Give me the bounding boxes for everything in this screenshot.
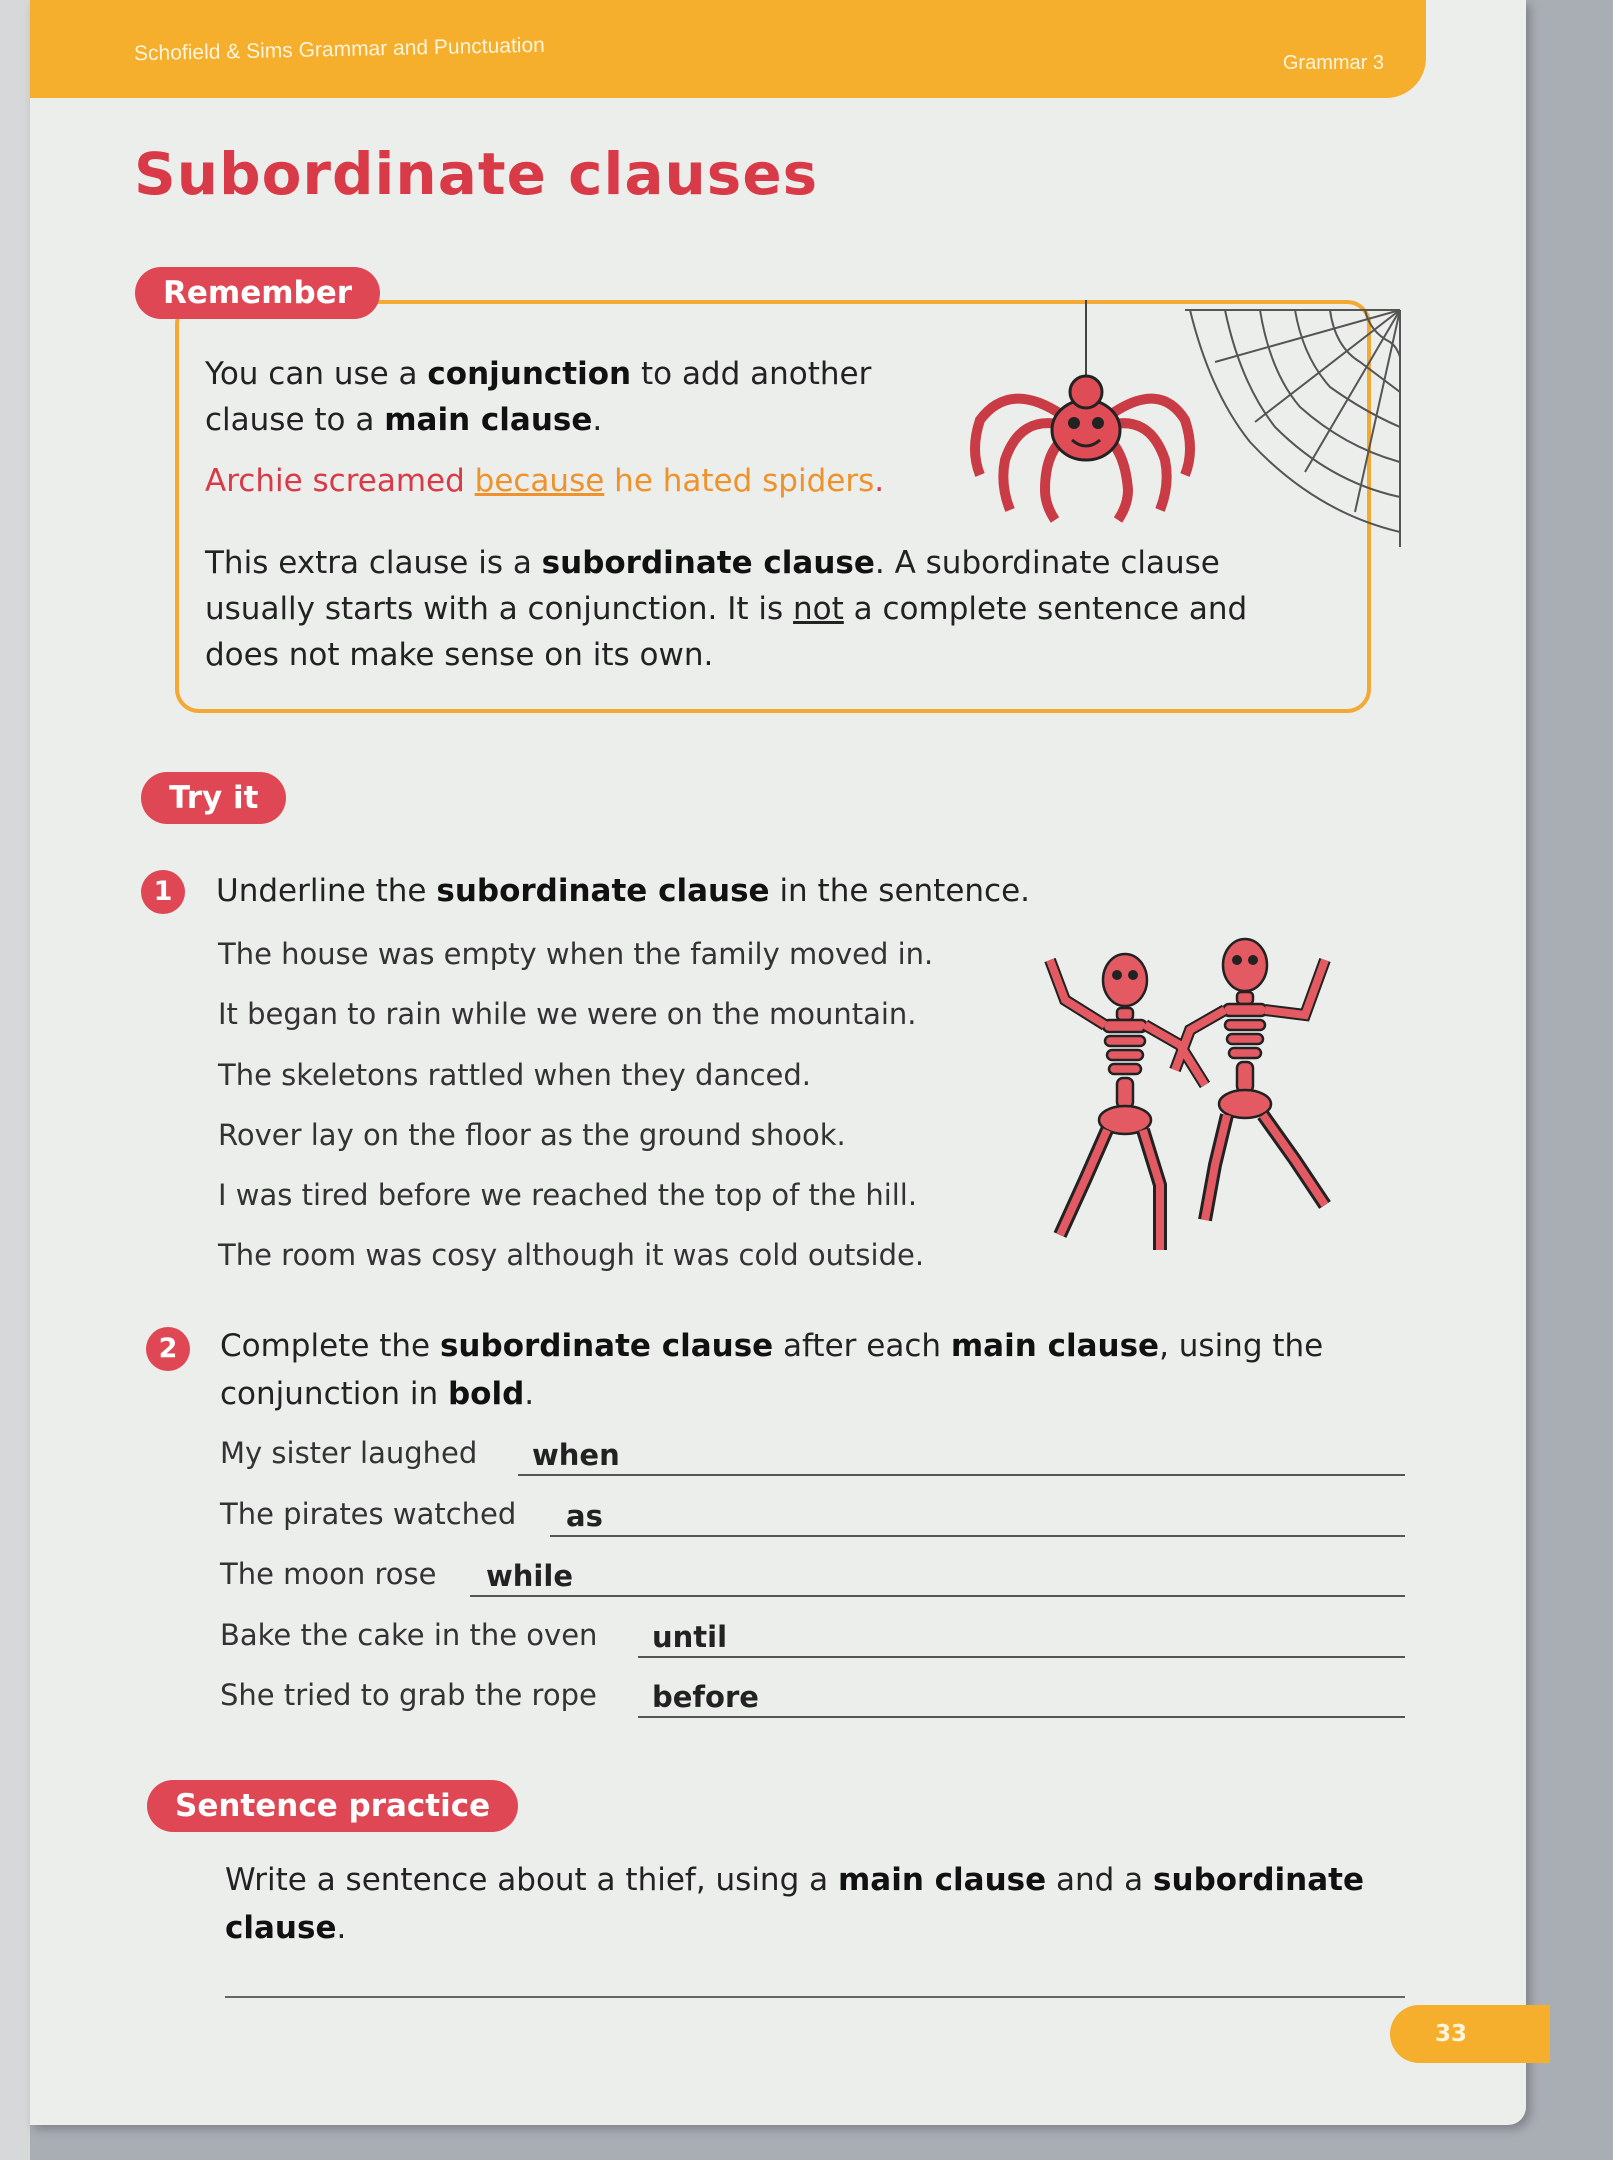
- conjunction: before: [652, 1680, 759, 1714]
- text: after each: [773, 1328, 951, 1364]
- main-clause: She tried to grab the rope: [220, 1678, 597, 1712]
- answer-line[interactable]: [470, 1593, 1405, 1597]
- text: in the sentence.: [769, 873, 1031, 909]
- example-conjunction: because: [474, 463, 605, 499]
- text: .: [592, 402, 603, 438]
- question-1-instruction: [216, 873, 1030, 909]
- keyword: subordinate clause: [439, 1328, 774, 1364]
- text: Write a sentence about a thief, using a: [225, 1862, 838, 1898]
- series-label: Grammar 3: [1282, 52, 1384, 74]
- text: clause to a: [205, 402, 385, 438]
- text: . A subordinate clause: [874, 545, 1220, 581]
- remember-line-3: [205, 545, 1220, 581]
- completion-row-5: [220, 1678, 1405, 1722]
- main-clause: The moon rose: [220, 1557, 437, 1591]
- conjunction: as: [566, 1499, 603, 1533]
- completion-row-4: [220, 1618, 1405, 1662]
- completion-row-1: [220, 1436, 1405, 1480]
- practice-answer-line[interactable]: [225, 1996, 1405, 1998]
- keyword: bold: [447, 1376, 525, 1412]
- text: and a: [1046, 1862, 1154, 1898]
- text: .: [874, 463, 885, 499]
- example-subordinate-clause: he hated spiders: [604, 463, 875, 499]
- completion-row-2: [220, 1497, 1405, 1541]
- keyword: subordinate: [1153, 1862, 1364, 1898]
- remember-badge: Remember: [135, 267, 380, 319]
- page-number: 33: [1390, 2005, 1550, 2063]
- answer-line[interactable]: [638, 1654, 1405, 1658]
- conjunction: until: [652, 1620, 728, 1654]
- main-clause: The pirates watched: [220, 1497, 517, 1531]
- text: Underline the: [216, 873, 437, 909]
- example-main-clause: Archie screamed: [205, 463, 475, 499]
- keyword: clause: [225, 1910, 337, 1946]
- try-it-badge: Try it: [141, 772, 286, 824]
- text: , using the: [1159, 1328, 1324, 1364]
- text: .: [524, 1376, 535, 1412]
- sentence-1[interactable]: The house was empty when the family moved in.: [218, 937, 934, 971]
- text: You can use a: [205, 356, 428, 392]
- text: conjunction in: [220, 1376, 448, 1412]
- sentence-4[interactable]: Rover lay on the floor as the ground shook.: [218, 1118, 846, 1152]
- completion-row-3: [220, 1557, 1405, 1601]
- keyword: main clause: [950, 1328, 1160, 1364]
- keyword-not: not: [793, 591, 844, 627]
- sentence-2[interactable]: It began to rain while we were on the mountain.: [218, 997, 917, 1031]
- workbook-page: [30, 0, 1526, 2125]
- spiderweb-icon: [1185, 302, 1410, 552]
- sentence-6[interactable]: The room was cosy although it was cold outside.: [218, 1238, 925, 1272]
- keyword-main-clause: main clause: [384, 402, 593, 438]
- sentence-3[interactable]: The skeletons rattled when they danced.: [218, 1058, 812, 1092]
- text: Complete the: [220, 1328, 440, 1364]
- practice-instruction-line-1: [225, 1862, 1364, 1898]
- text: usually starts with a conjunction. It is: [205, 591, 794, 627]
- publisher-label: Schofield & Sims Grammar and Punctuation: [133, 33, 546, 66]
- answer-line[interactable]: [550, 1533, 1405, 1537]
- practice-instruction-line-2: [225, 1910, 346, 1946]
- keyword-conjunction: conjunction: [427, 356, 632, 392]
- conjunction: when: [532, 1438, 620, 1472]
- question-2-instruction-line-1: [220, 1328, 1323, 1364]
- main-clause: Bake the cake in the oven: [220, 1618, 598, 1652]
- text: to add another: [631, 356, 872, 392]
- remember-line-5: does not make sense on its own.: [205, 637, 714, 673]
- text: This extra clause is a: [205, 545, 542, 581]
- text: a complete sentence and: [843, 591, 1248, 627]
- page-title: Subordinate clauses: [134, 140, 819, 208]
- question-2-number: 2: [146, 1327, 190, 1371]
- keyword: main clause: [837, 1862, 1047, 1898]
- dancing-skeletons-icon: [1005, 920, 1365, 1290]
- page-header-band: [30, 0, 1426, 98]
- text: .: [336, 1910, 347, 1946]
- answer-line[interactable]: [518, 1472, 1405, 1476]
- remember-line-4: [205, 591, 1247, 627]
- sentence-5[interactable]: I was tired before we reached the top of the hill.: [218, 1178, 918, 1212]
- sentence-practice-badge: Sentence practice: [147, 1780, 518, 1832]
- main-clause: My sister laughed: [220, 1436, 478, 1470]
- remember-example: [205, 463, 884, 499]
- keyword-subordinate-clause: subordinate clause: [541, 545, 875, 581]
- question-2-instruction-line-2: [220, 1376, 534, 1412]
- question-1-number: 1: [141, 870, 185, 914]
- keyword: subordinate clause: [436, 873, 770, 909]
- scan-edge: [0, 0, 30, 2160]
- remember-line-2: [205, 402, 602, 438]
- answer-line[interactable]: [638, 1714, 1405, 1718]
- remember-line-1: [205, 356, 871, 392]
- spider-icon: [950, 300, 1210, 530]
- conjunction: while: [486, 1559, 573, 1593]
